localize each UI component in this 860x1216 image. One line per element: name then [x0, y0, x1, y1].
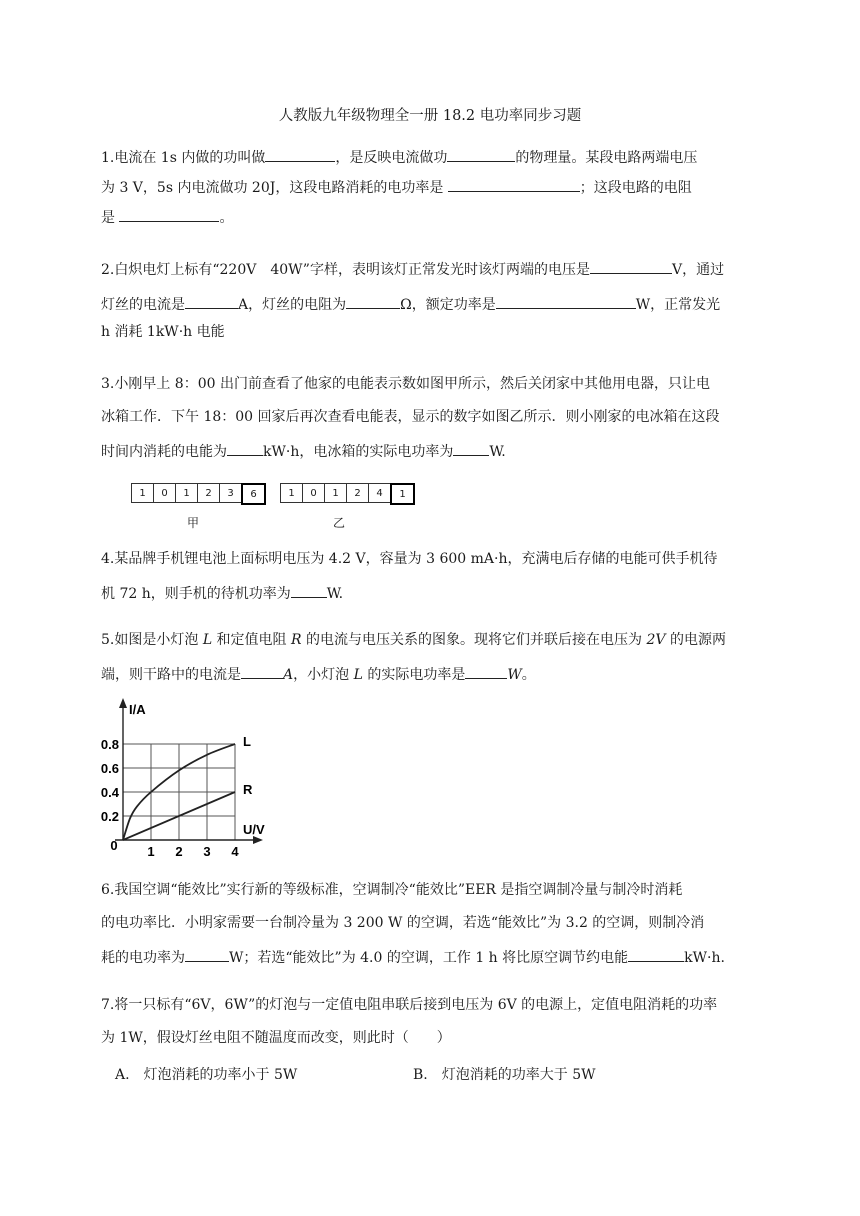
y-tick-label: 0.6 [100, 761, 119, 776]
question-4-line-2: 机 72 h，则手机的待机功率为 W. [101, 582, 766, 604]
blank[interactable] [291, 582, 327, 598]
question-1-line-1: 1.电流在 1s 内做的功叫做 ，是反映电流做功 的物理量。某段电路两端电压 [101, 146, 766, 168]
meter-label-jia: 甲 [187, 516, 200, 530]
question-1-line-3: 是 。 [101, 206, 766, 228]
blank[interactable] [590, 258, 672, 274]
question-2-line-2: 灯丝的电流是 A，灯丝的电阻为 Ω，额定功率是 W，正常发光 [101, 293, 766, 315]
question-4-line-1: 4.某品牌手机锂电池上面标明电压为 4.2 V，容量为 3 600 mA·h，充满电后存储的电能可供手机待 [101, 551, 718, 567]
blank[interactable] [453, 440, 489, 456]
blank[interactable] [227, 440, 263, 456]
meter-label-yi: 乙 [333, 516, 346, 530]
question-7-line-2: 为 1W，假设灯丝电阻不随温度而改变，则此时（ ） [101, 1030, 451, 1046]
meter-digit: 0 [153, 483, 176, 503]
meter-digit: 0 [302, 483, 325, 503]
meter-digit: 1 [280, 483, 303, 503]
blank[interactable] [448, 176, 580, 192]
series-label-R: R [243, 782, 253, 797]
y-tick-label: 0.8 [100, 737, 119, 752]
blank[interactable] [496, 293, 636, 309]
meter-digit: 4 [368, 483, 391, 503]
question-7-line-1: 7.将一只标有“6V，6W”的灯泡与一定值电阻串联后接到电压为 6V 的电源上，定值电阻消耗的功率 [101, 997, 718, 1013]
meter-digit-last: 1 [390, 483, 415, 505]
question-3-line-3: 时间内消耗的电能为 kW·h，电冰箱的实际电功率为 W. [101, 440, 766, 462]
iu-graph [97, 692, 272, 862]
blank[interactable] [447, 146, 515, 162]
question-3-line-2: 冰箱工作．下午 18：00 回家后再次查看电能表，显示的数字如图乙所示．则小刚家的电冰箱在这段 [101, 409, 720, 425]
blank[interactable] [185, 946, 229, 962]
question-6-line-1: 6.我国空调“能效比”实行新的等级标准，空调制冷“能效比”EER 是指空调制冷量与制冷时消耗 [101, 882, 683, 898]
x-tick-label: 4 [231, 844, 239, 859]
meter-jia [132, 483, 266, 505]
question-6-line-3: 耗的电功率为 W；若选“能效比”为 4.0 的空调，工作 1 h 将比原空调节约电能 kW·h. [101, 946, 766, 968]
x-axis-arrow [253, 836, 263, 844]
x-tick-label: 1 [147, 844, 155, 859]
x-tick-label: 3 [203, 844, 211, 859]
meter-digit: 1 [175, 483, 198, 503]
meter-digit: 3 [219, 483, 242, 503]
x-tick-label: 2 [175, 844, 183, 859]
y-axis-label: I/A [129, 702, 146, 717]
x-axis-label: U/V [243, 822, 265, 837]
blank[interactable] [628, 946, 684, 962]
option-b[interactable]: B. 灯泡消耗的功率大于 5W [413, 1067, 596, 1083]
y-axis-arrow [119, 698, 127, 708]
y-tick-label: 0.4 [100, 785, 119, 800]
blank[interactable] [346, 293, 400, 309]
question-5-line-2: 端，则干路中的电流是 A，小灯泡 L 的实际电功率是 W。 [101, 663, 766, 685]
question-2-line-1: 2.白炽电灯上标有“220V 40W”字样，表明该灯正常发光时该灯两端的电压是 V，通过 [101, 258, 766, 280]
blank[interactable] [241, 663, 283, 679]
page-title: 人教版九年级物理全一册 18.2 电功率同步习题 [278, 108, 582, 124]
question-5-line-1: 5.如图是小灯泡 L 和定值电阻 R 的电流与电压关系的图象。现将它们并联后接在电压为 2V 的电源两 [101, 632, 726, 648]
y-tick-label: 0.2 [100, 809, 119, 824]
meter-yi [281, 483, 415, 505]
question-6-line-2: 的电功率比．小明家需要一台制冷量为 3 200 W 的空调，若选“能效比”为 3.2 的空调，则制冷消 [101, 915, 705, 931]
blank[interactable] [465, 663, 507, 679]
meter-digit: 2 [346, 483, 369, 503]
meter-digit-last: 6 [241, 483, 266, 505]
series-label-L: L [243, 734, 251, 749]
meter-digit: 1 [131, 483, 154, 503]
blank[interactable] [119, 206, 219, 222]
meter-digit: 2 [197, 483, 220, 503]
origin-label: 0 [110, 838, 118, 853]
option-a[interactable]: A. 灯泡消耗的功率小于 5W [115, 1067, 298, 1083]
meter-digit: 1 [324, 483, 347, 503]
question-3-line-1: 3.小刚早上 8：00 出门前查看了他家的电能表示数如图甲所示，然后关闭家中其他用电器，只让电 [101, 376, 710, 392]
question-2-line-3: h 消耗 1kW·h 电能 [101, 324, 225, 340]
blank[interactable] [265, 146, 335, 162]
blank[interactable] [185, 293, 238, 309]
question-1-line-2: 为 3 V，5s 内电流做功 20J，这段电路消耗的电功率是 ；这段电路的电阻 [101, 176, 766, 198]
